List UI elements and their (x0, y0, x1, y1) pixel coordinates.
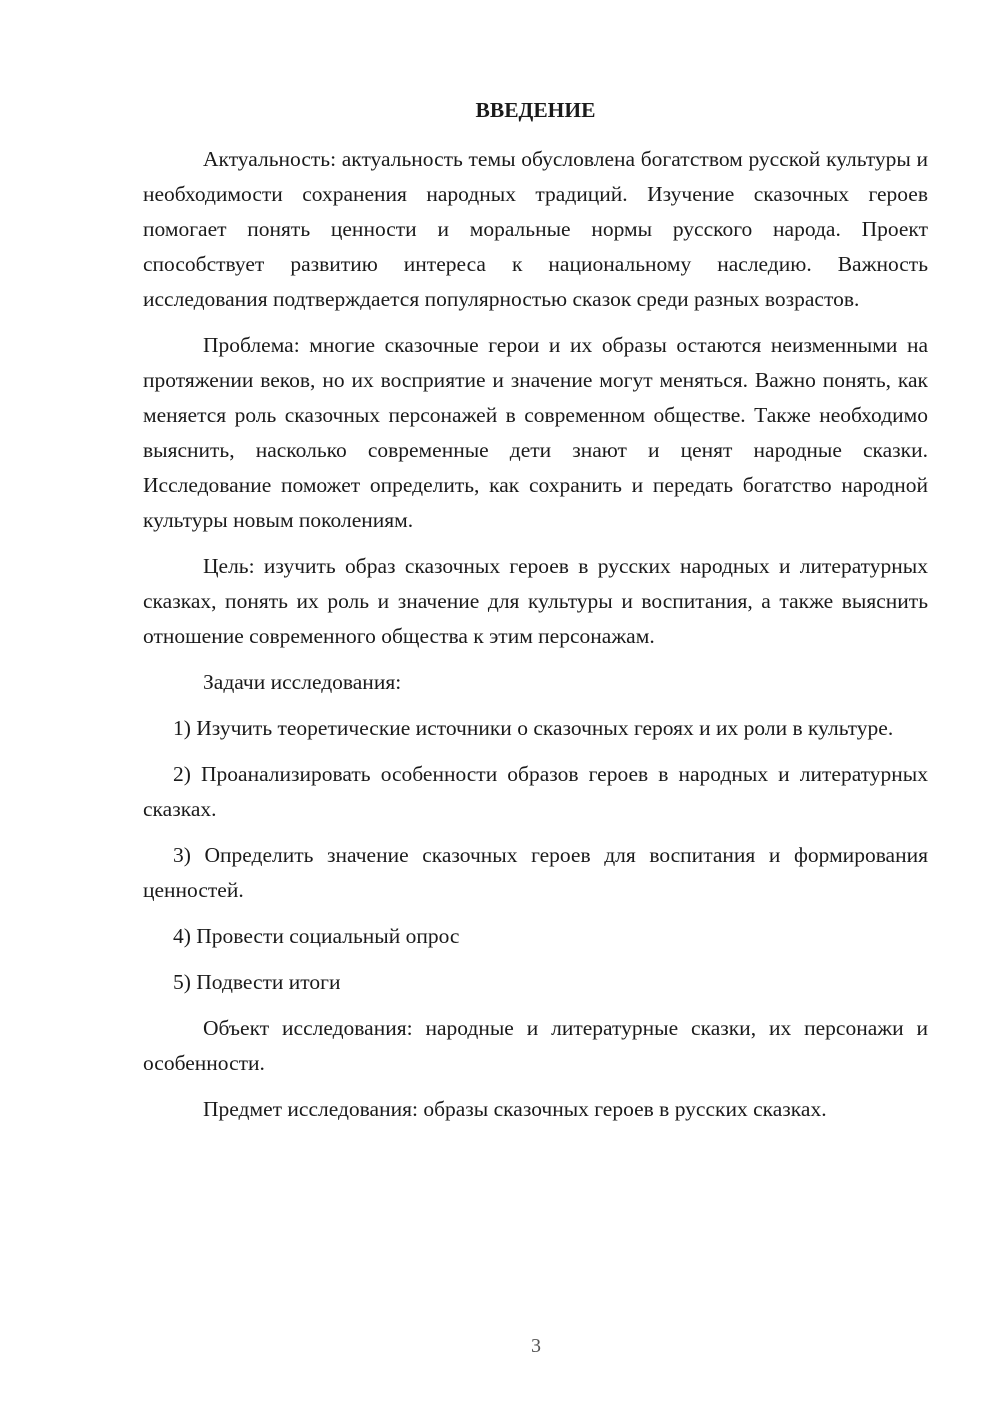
relevance-paragraph: Актуальность: актуальность темы обусловлена богатством русской культуры и необходимости сохранения народных традиций. Изучение сказочных героев помогает понять ценности и моральные нормы русского народа. Проект способствует развитию интереса к национальному наследию. Важность исследования подтверждается популярностью сказок среди разных возрастов. (143, 147, 928, 311)
section-title: ВВЕДЕНИЕ (475, 98, 596, 122)
tasks-heading: Задачи исследования: (203, 670, 402, 694)
task-item-5: 5) Подвести итоги (173, 970, 341, 994)
task-item-3: 3) Определить значение сказочных героев для воспитания и формирования ценностей. (143, 843, 928, 902)
task-item-2: 2) Проанализировать особенности образов героев в народных и литературных сказках. (143, 762, 928, 821)
task-item-4: 4) Провести социальный опрос (173, 924, 460, 948)
problem-paragraph: Проблема: многие сказочные герои и их образы остаются неизменными на протяжении веков, но их восприятие и значение могут меняться. Важно понять, как меняется роль сказочных персонажей в современном обществе. Также необходимо выяснить, насколько современные дети знают и ценят народные сказки. Исследование поможет определить, как сохранить и передать богатство народной культуры новым поколениям. (143, 333, 928, 532)
object-paragraph: Объект исследования: народные и литературные сказки, их персонажи и особенности. (143, 1016, 928, 1075)
goal-paragraph: Цель: изучить образ сказочных героев в русских народных и литературных сказках, понять их роль и значение для культуры и воспитания, а также выяснить отношение современного общества к этим персонажам. (143, 554, 928, 648)
subject-paragraph: Предмет исследования: образы сказочных героев в русских сказках. (203, 1097, 827, 1121)
page-number: 3 (531, 1335, 541, 1357)
document-page (143, 96, 928, 1127)
task-item-1: 1) Изучить теоретические источники о сказочных героях и их роли в культуре. (173, 716, 894, 740)
